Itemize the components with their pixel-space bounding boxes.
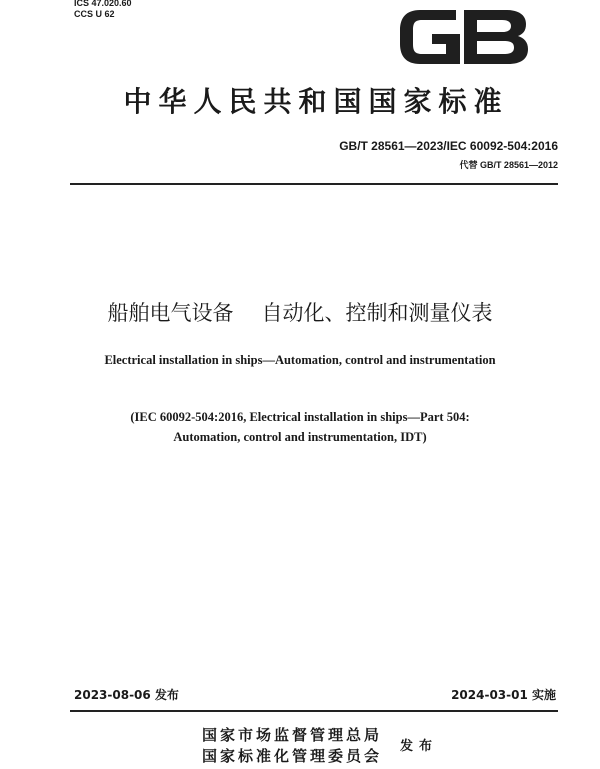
issuer-samr: 国家市场监督管理总局: [202, 726, 383, 744]
issuer-sac: 国家标准化管理委员会: [202, 747, 383, 765]
document-title-en: Electrical installation in ships—Automation, control and instrumentation: [104, 353, 496, 367]
bottom-divider: [70, 710, 558, 712]
publish-label: 发布: [400, 739, 439, 754]
national-standard-title: 中华人民共和国国家标准: [123, 85, 509, 118]
ics-code: ICS 47.020.60: [74, 0, 132, 8]
title-cn-part1: 船舶电气设备: [107, 301, 234, 325]
equivalence-line-2: Automation, control and instrumentation, IDT): [173, 430, 427, 444]
gb-logo: [398, 6, 530, 68]
ccs-code: CCS U 62: [74, 9, 115, 19]
top-divider: [70, 183, 558, 185]
equivalence-line-1: (IEC 60092-504:2016, Electrical installation in ships—Part 504:: [130, 410, 470, 424]
implementation-date: 2024-03-01 实施: [451, 688, 556, 702]
standard-number: GB/T 28561—2023/IEC 60092-504:2016: [339, 139, 558, 153]
replaces-standard: 代替 GB/T 28561—2012: [459, 160, 558, 170]
gb-logo-icon: [398, 6, 530, 68]
title-cn-part2: 自动化、控制和测量仪表: [261, 301, 493, 325]
issue-date: 2023-08-06 发布: [74, 688, 179, 702]
document-title-cn: [0, 297, 600, 329]
